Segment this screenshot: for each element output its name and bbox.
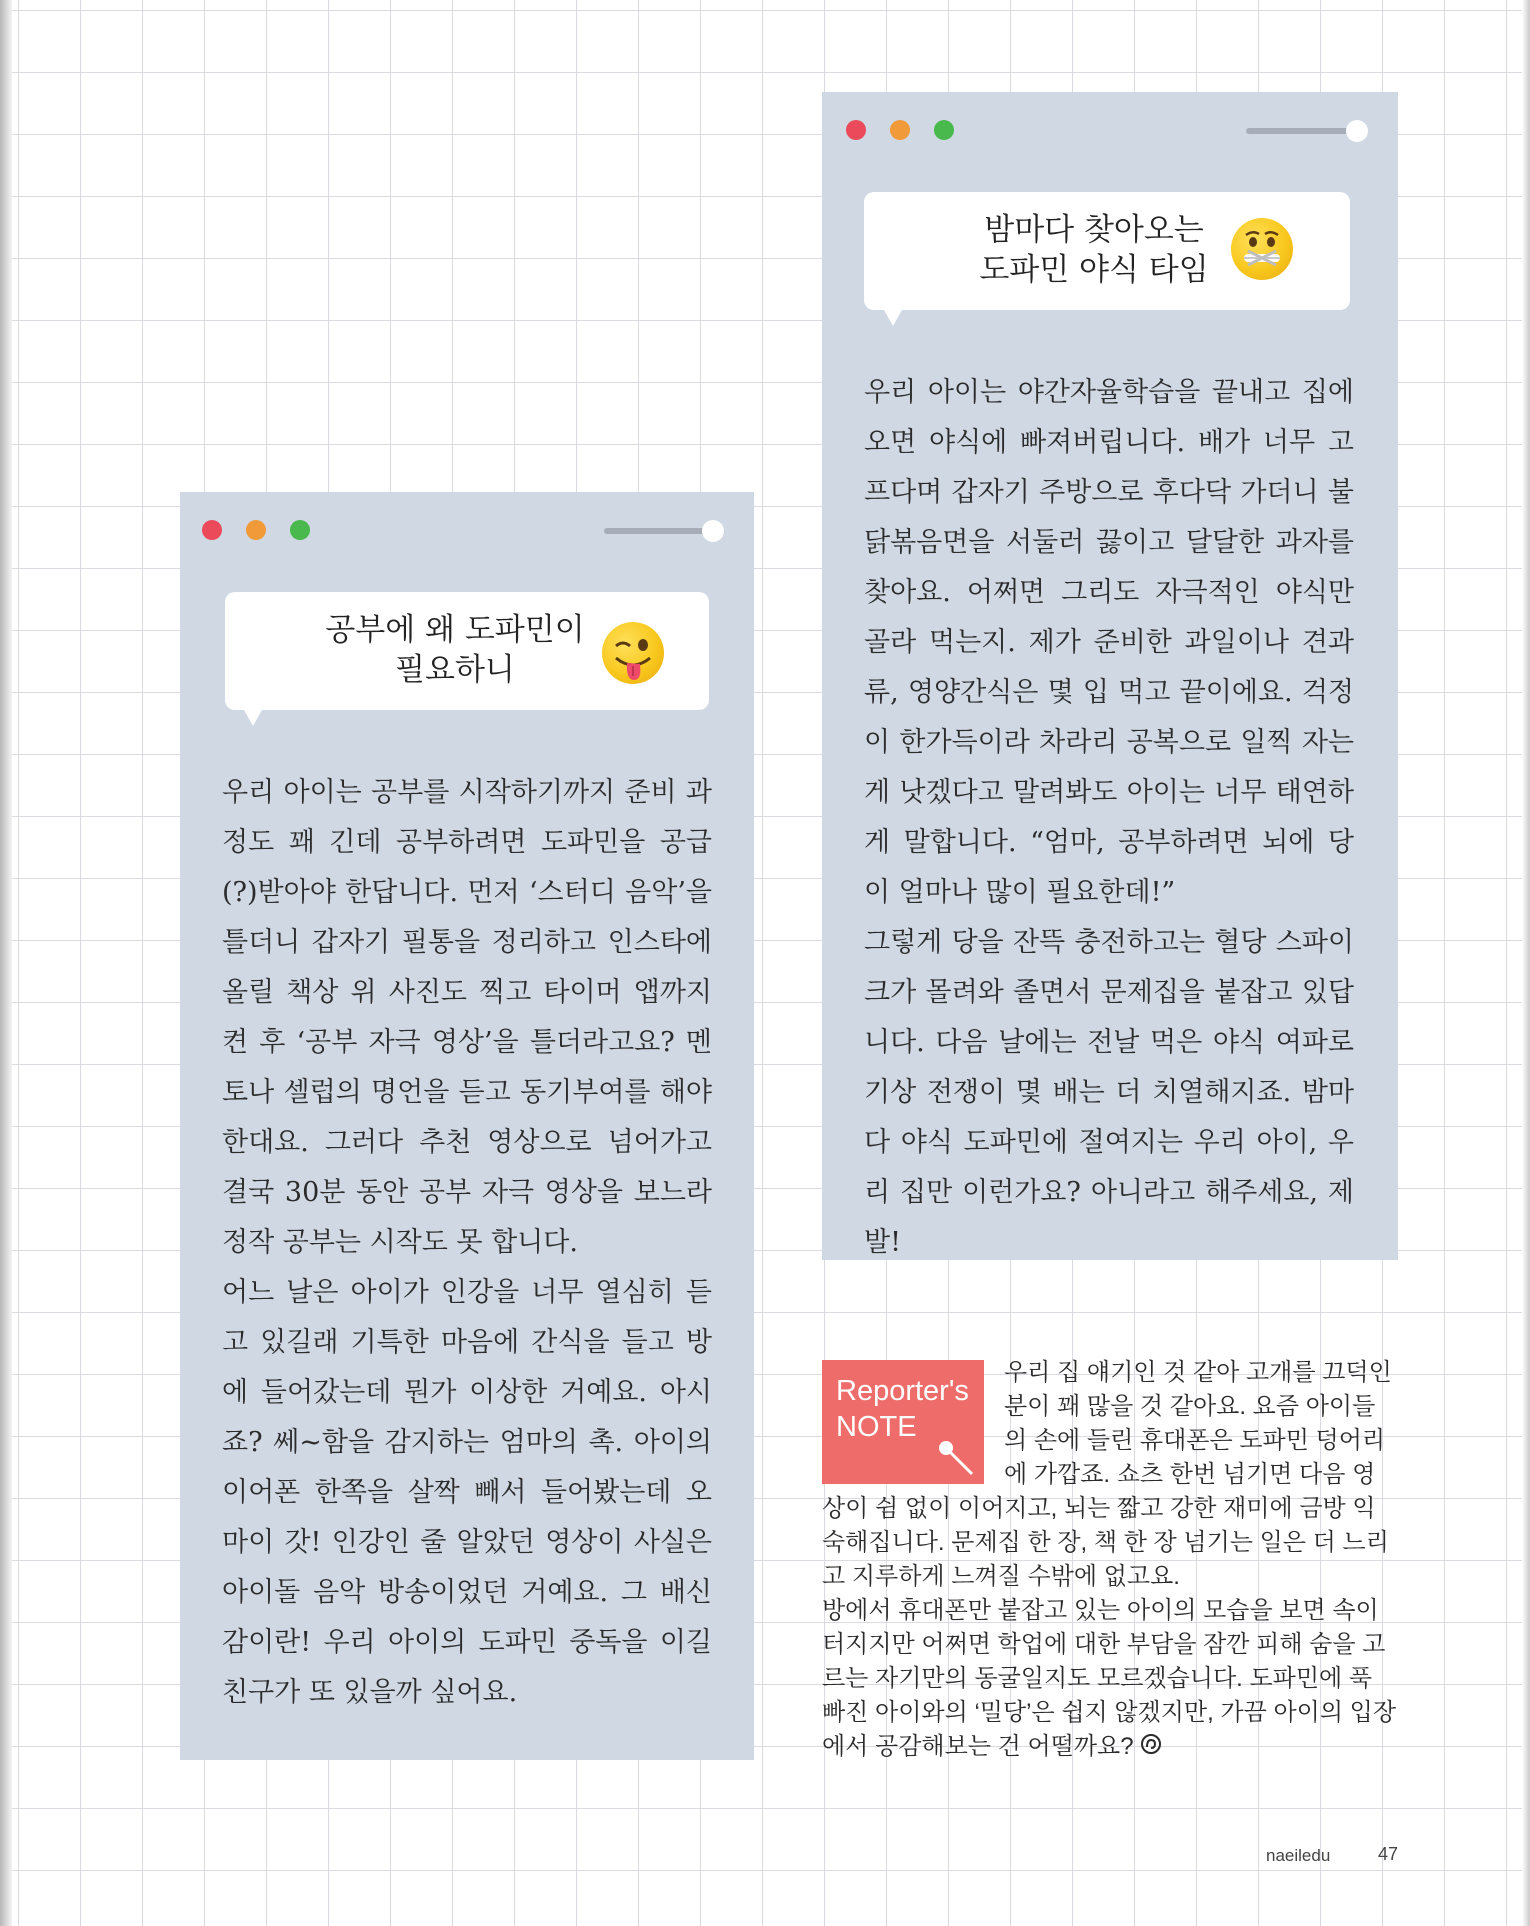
bubble-tail [244, 710, 262, 726]
window-minimize-dot [246, 520, 266, 540]
page-binding-shadow [0, 0, 12, 1926]
winking-tongue-face-icon [602, 622, 664, 684]
card-body [864, 368, 1354, 1268]
right-story-card [822, 92, 1398, 1260]
window-minimize-dot [890, 120, 910, 140]
page-number: 47 [1378, 1844, 1399, 1864]
paragraph: 우리 아이는 야간자율학습을 끝내고 집에 오면 야식에 빠져버립니다. 배가 너무 고프다며 갑자기 주방으로 후다닥 가더니 불닭볶음면을 서둘러 끓이고 달달한 과자를 찾아요. 어쩌면 그리도 자극적인 야식만 골라 먹는지. 제가 준비한 과일이나 견과류, 영양간식은 몇 입 먹고 끝이에요. 걱정이 한가득이라 차라리 공복으로 일찍 자는 게 낫겠다고 말려봐도 아이는 너무 태연하게 말합니다. “엄마, 공부하려면 뇌에 당이 얼마나 많이 필요한데!” [864, 377, 1354, 908]
left-story-card [180, 492, 754, 1760]
badge-line2: NOTE [836, 1411, 917, 1443]
window-slider-knob [702, 520, 724, 542]
badge-line1: Reporter's [836, 1375, 969, 1407]
window-slider-track [604, 528, 714, 534]
footer-brand: naeiledu [1266, 1846, 1331, 1865]
card-title: 공부에 왜 도파민이 필요하니 [325, 612, 585, 688]
window-close-dot [202, 520, 222, 540]
page-edge [1522, 0, 1530, 1926]
reporters-note-text [822, 1356, 1397, 1765]
card-body [222, 768, 712, 1718]
card-title: 밤마다 찾아오는 도파민 야식 타임 [979, 212, 1209, 288]
paragraph: 우리 집 얘기인 것 같아 고개를 끄덕인 분이 꽤 많을 것 같아요. 요즘 아이들의 손에 들린 휴대폰은 도파민 덩어리에 가깝죠. 쇼츠 한번 넘기면 다음 영상이 쉼 없이 이어지고, 뇌는 짧고 강한 재미에 금방 익숙해집니다. 문제집 한 장, 책 한 장 넘기는 일은 더 느리고 지루하게 느껴질 수밖에 없고요. [822, 1359, 1392, 1590]
paragraph: 우리 아이는 공부를 시작하기까지 준비 과정도 꽤 긴데 공부하려면 도파민을 공급(?)받아야 한답니다. 먼저 ‘스터디 음악’을 틀더니 갑자기 필통을 정리하고 인스타에 올릴 책상 위 사진도 찍고 타이머 앱까지 켠 후 ‘공부 자극 영상’을 틀더라고요? 멘토나 셀럽의 명언을 듣고 동기부여를 해야 한대요. 그러다 추천 영상으로 넘어가고 결국 30분 동안 공부 자극 영상을 보느라 정작 공부는 시작도 못 합니다. [222, 777, 712, 1258]
window-slider-track [1246, 128, 1356, 134]
window-maximize-dot [290, 520, 310, 540]
paragraph: 어느 날은 아이가 인강을 너무 열심히 듣고 있길래 기특한 마음에 간식을 들고 방에 들어갔는데 뭔가 이상한 거예요. 아시죠? 쎄~함을 감지하는 엄마의 촉. 아이의 이어폰 한쪽을 살짝 빼서 들어봤는데 오 마이 갓! 인강인 줄 알았던 영상이 사실은 아이돌 음악 방송이었던 거예요. 그 배신감이란! 우리 아이의 도파민 중독을 이길 친구가 또 있을까 싶어요. [222, 1277, 712, 1708]
window-maximize-dot [934, 120, 954, 140]
badge-spacer [822, 1356, 1004, 1490]
window-slider-knob [1346, 120, 1368, 142]
bubble-tail [884, 310, 902, 326]
paragraph: 방에서 휴대폰만 붙잡고 있는 아이의 모습을 보면 속이 터지지만 어쩌면 학업에 대한 부담을 잠깐 피해 숨을 고르는 자기만의 동굴일지도 모르겠습니다. 도파민에 푹 빠진 아이와의 ‘밀당’은 쉽지 않겠지만, 가끔 아이의 입장에서 공감해보는 건 어떨까요? [822, 1594, 1397, 1765]
window-close-dot [846, 120, 866, 140]
paragraph: 그렇게 당을 잔뜩 충전하고는 혈당 스파이크가 몰려와 졸면서 문제집을 붙잡고 있답니다. 다음 날에는 전날 먹은 야식 여파로 기상 전쟁이 몇 배는 더 치열해지죠. 밤마다 야식 도파민에 절여지는 우리 아이, 우리 집만 이런가요? 아니라고 해주세요, 제발! [864, 927, 1354, 1258]
zipper-mouth-face-icon [1231, 218, 1293, 280]
end-mark-icon [1140, 1731, 1162, 1765]
title-bubble [864, 192, 1350, 310]
title-bubble [225, 592, 709, 710]
